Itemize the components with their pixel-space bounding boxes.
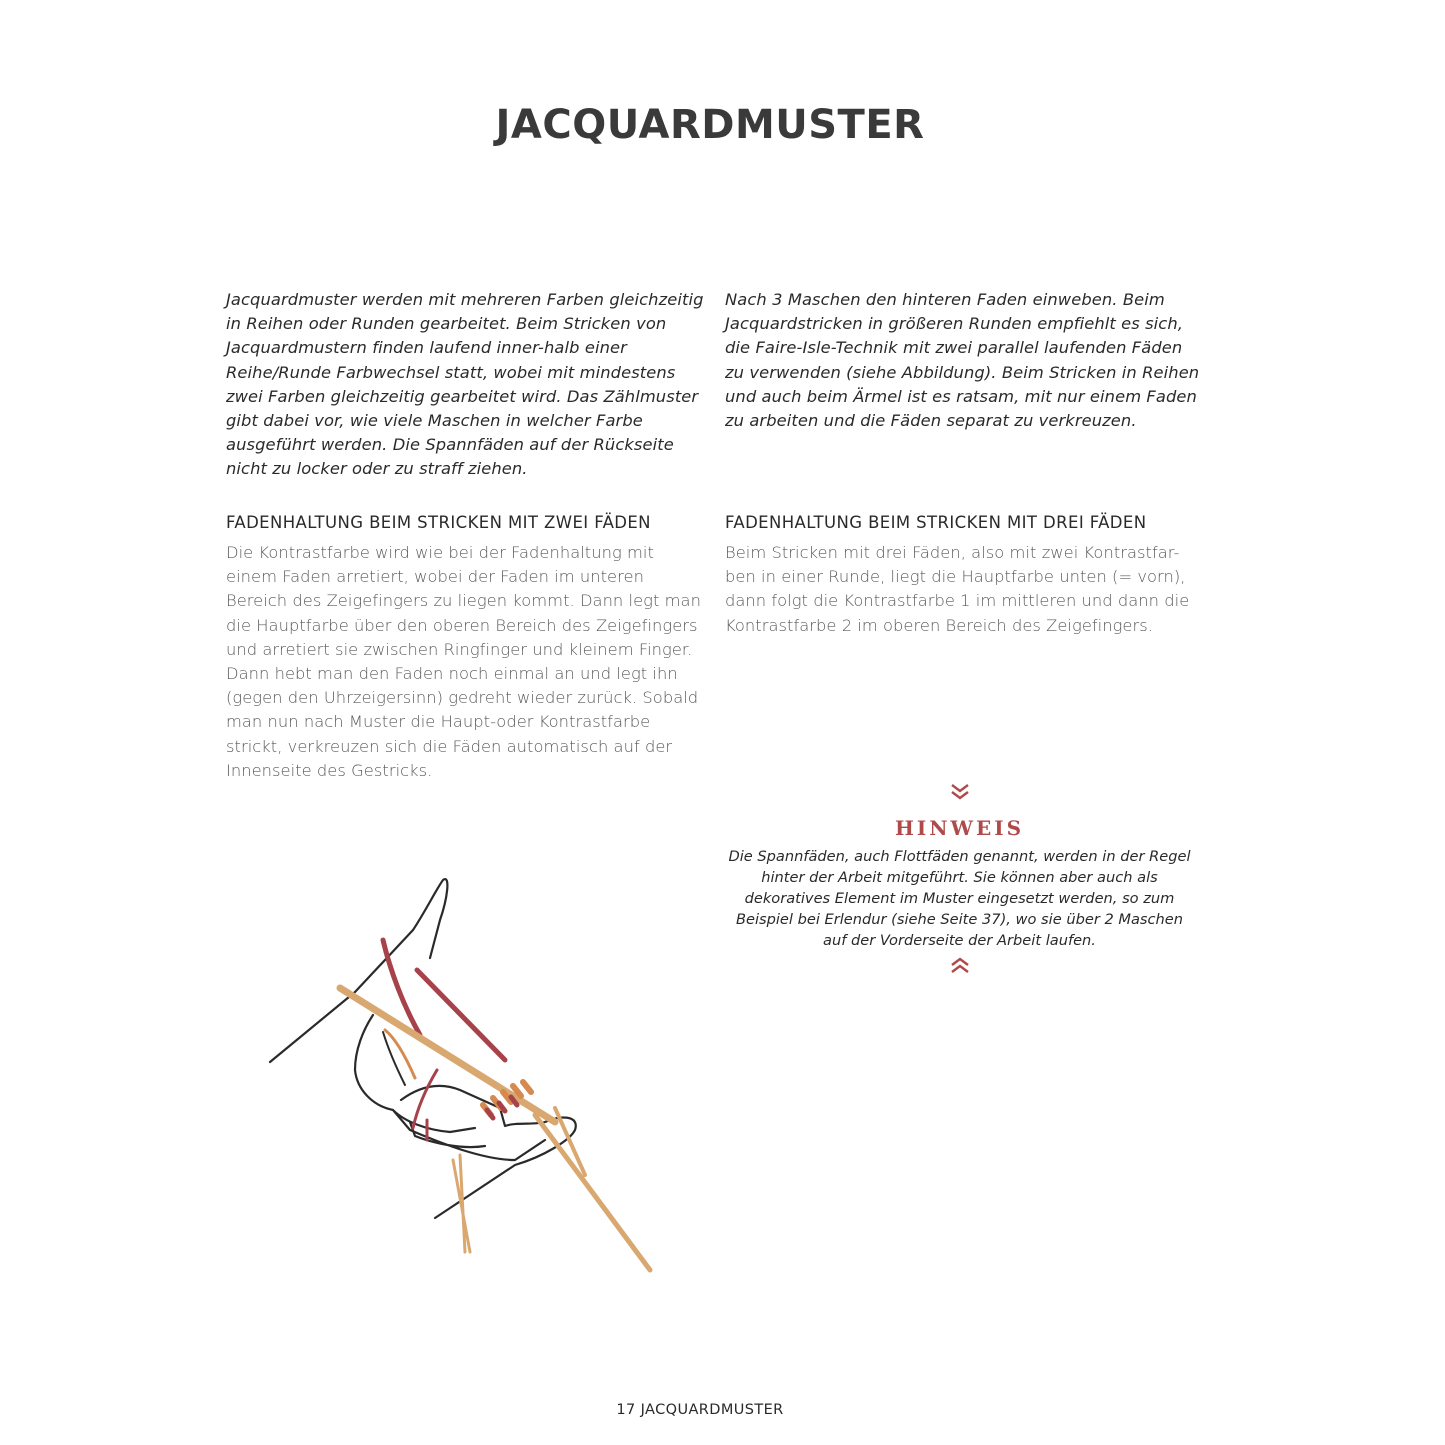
section-heading-three-yarns: FADENHALTUNG BEIM STRICKEN MIT DREI FÄDEN: [725, 513, 1147, 532]
left-section: [226, 513, 706, 783]
section-body-three-yarns: Beim Stricken mit drei Fäden, also mit zwei Kontrastfar-ben in einer Runde, liegt die Hauptfarbe unten (= vorn), dann folgt die Kontrastfarbe 1 im mittleren und dann die Kontrastfarbe 2 im oberen Bereich des Zeigefingers.: [725, 543, 1190, 635]
intro-text-right: Nach 3 Maschen den hinteren Faden einweben. Beim Jacquardstricken in größeren Runden empfiehlt es sich, die Faire-Isle-Technik mit zwei parallel laufenden Fäden zu verwenden (siehe Abbildung). Beim Stricken in Reihen und auch beim Ärmel ist es ratsam, mit nur einem Faden zu arbeiten und die Fäden separat zu verkreuzen.: [725, 290, 1200, 431]
page-title: JACQUARDMUSTER: [495, 102, 925, 148]
section-heading-two-yarns: FADENHALTUNG BEIM STRICKEN MIT ZWEI FÄDEN: [226, 513, 651, 532]
knitting-hand-illustration: [255, 860, 675, 1280]
section-body-two-yarns: Die Kontrastfarbe wird wie bei der Fadenhaltung mit einem Faden arretiert, wobei der Faden im unteren Bereich des Zeigefingers zu liegen kommt. Dann legt man die Hauptfarbe über den oberen Bereich des Zeigefingers und arretiert sie zwischen Ringfinger und kleinem Finger. Dann hebt man den Faden noch einmal an und legt ihn (gegen den Uhrzeigersinn) gedreht wieder zurück. Sobald man nun nach Muster die Haupt-oder Kontrastfarbe strickt, verkreuzen sich die Fäden automatisch auf der Innenseite des Gestricks.: [226, 543, 701, 780]
hint-text: Die Spannfäden, auch Flottfäden genannt, werden in der Regel hinter der Arbeit mitgeführt. Sie können aber auch als dekoratives Element im Muster eingesetzt werden, so zum Beispiel bei Erlendur (siehe Seite 37), wo sie über 2 Maschen auf der Vorderseite der Arbeit laufen.: [728, 848, 1191, 949]
right-column: [725, 288, 1200, 433]
hint-box: [722, 782, 1197, 977]
page-footer: 17 JACQUARDMUSTER: [616, 1402, 784, 1418]
knitting-needle-2: [535, 1115, 650, 1270]
intro-text-left: Jacquardmuster werden mit mehreren Farben gleichzeitig in Reihen oder Runden gearbeitet. Beim Stricken von Jacquardmustern finden laufend inner-halb einer Reihe/Runde Farbwechsel statt, wobei mit mindestens zwei Farben gleichzeitig gearbeitet wird. Das Zählmuster gibt dabei vor, wie viele Maschen in welcher Farbe ausgeführt werden. Die Spannfäden auf der Rückseite nicht zu locker oder zu straff ziehen.: [226, 290, 704, 479]
left-column: [226, 288, 706, 482]
hand-outline: [270, 879, 576, 1218]
hint-title: HINWEIS: [894, 816, 1025, 840]
chevron-down-icon: [948, 782, 972, 802]
right-section: [725, 513, 1200, 638]
chevron-up-icon: [948, 955, 972, 977]
